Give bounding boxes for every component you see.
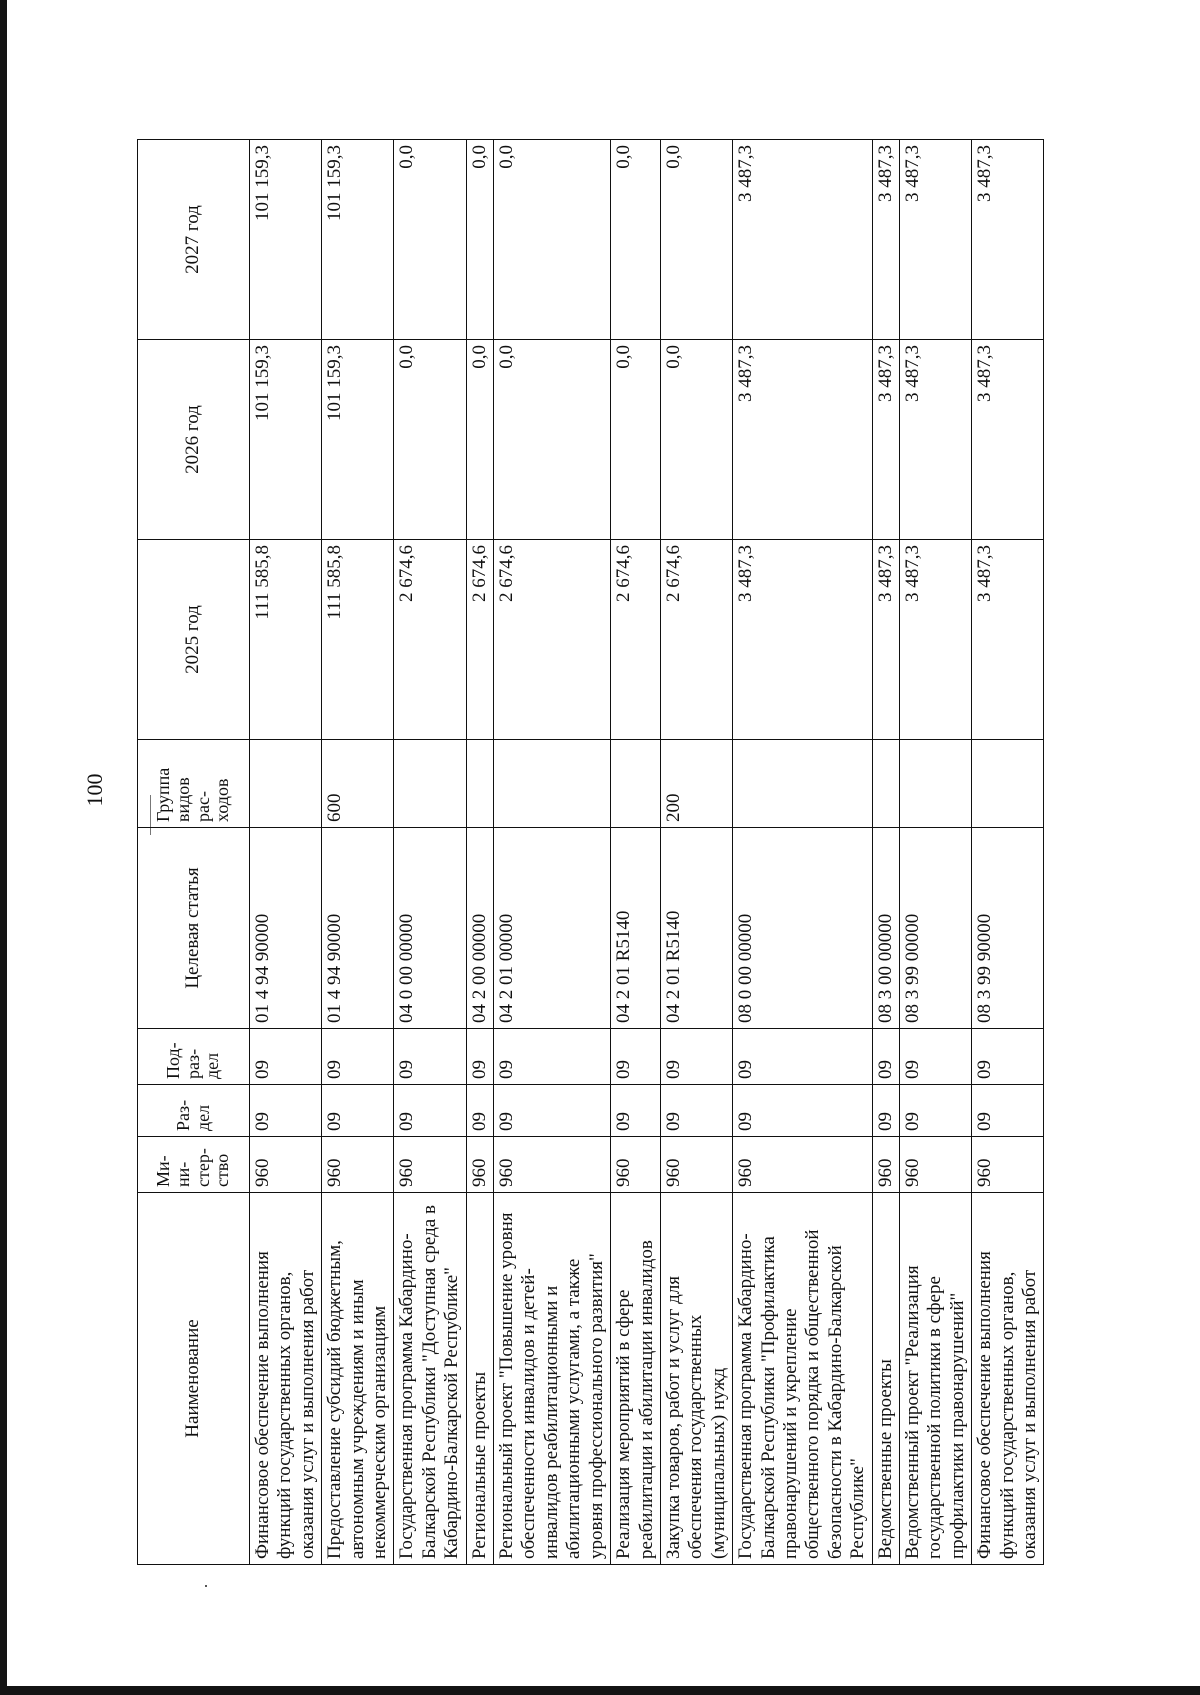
cell-ministry: 960 <box>250 1137 322 1193</box>
cell-2025: 3 487,3 <box>733 540 872 740</box>
cell-name: Государственная программа Кабардино-Балкарской Республики "Профилактика правонарушений и укрепление общественного порядка и общественной безопасности в Кабардино-Балкарской Республике" <box>733 1193 872 1565</box>
cell-section: 09 <box>660 1085 732 1137</box>
cell-section: 09 <box>250 1085 322 1137</box>
table-row <box>972 140 1044 1565</box>
cell-ministry: 960 <box>466 1137 493 1193</box>
cell-group <box>972 740 1044 828</box>
cell-subsection: 09 <box>872 1029 899 1085</box>
cell-article: 01 4 94 90000 <box>250 828 322 1029</box>
cell-article: 08 3 00 00000 <box>872 828 899 1029</box>
cell-2027: 0,0 <box>466 140 493 340</box>
cell-2026: 0,0 <box>611 340 661 540</box>
cell-section: 09 <box>611 1085 661 1137</box>
cell-2026: 0,0 <box>660 340 732 540</box>
cell-section: 09 <box>972 1085 1044 1137</box>
cell-article: 04 2 01 00000 <box>494 828 611 1029</box>
cell-article: 08 3 99 90000 <box>972 828 1044 1029</box>
cell-article: 04 2 01 R5140 <box>611 828 661 1029</box>
cell-ministry: 960 <box>611 1137 661 1193</box>
cell-ministry: 960 <box>899 1137 971 1193</box>
cell-subsection: 09 <box>611 1029 661 1085</box>
cell-group: 200 <box>660 740 732 828</box>
cell-2027: 3 487,3 <box>972 140 1044 340</box>
page-number: 100 <box>82 773 107 807</box>
cell-2026: 0,0 <box>466 340 493 540</box>
cell-article: 08 0 00 00000 <box>733 828 872 1029</box>
cell-subsection: 09 <box>899 1029 971 1085</box>
cell-ministry: 960 <box>394 1137 466 1193</box>
table-row <box>322 140 394 1565</box>
cell-group <box>899 740 971 828</box>
cell-group <box>394 740 466 828</box>
table-row <box>466 140 493 1565</box>
cell-2025: 2 674,6 <box>611 540 661 740</box>
table-row <box>494 140 611 1565</box>
cell-2026: 3 487,3 <box>872 340 899 540</box>
cell-2026: 101 159,3 <box>250 340 322 540</box>
cell-2027: 0,0 <box>660 140 732 340</box>
table-row <box>899 140 971 1565</box>
header-2027: 2027 год <box>138 140 250 340</box>
cell-section: 09 <box>394 1085 466 1137</box>
table-header-row <box>138 140 250 1565</box>
cell-subsection: 09 <box>494 1029 611 1085</box>
table-row <box>611 140 661 1565</box>
cell-name: Государственная программа Кабардино-Балкарской Республики "Доступная среда в Кабардино-Балкарской Республике" <box>394 1193 466 1565</box>
cell-article: 04 2 00 00000 <box>466 828 493 1029</box>
cell-2025: 111 585,8 <box>250 540 322 740</box>
cell-2025: 111 585,8 <box>322 540 394 740</box>
header-subsection-text: Под- раз- дел <box>162 1042 223 1079</box>
cell-ministry: 960 <box>494 1137 611 1193</box>
cell-2026: 0,0 <box>494 340 611 540</box>
cell-section: 09 <box>322 1085 394 1137</box>
cell-article: 08 3 99 00000 <box>899 828 971 1029</box>
cell-2025: 3 487,3 <box>899 540 971 740</box>
header-subsection <box>138 1029 250 1085</box>
cell-2026: 0,0 <box>394 340 466 540</box>
cell-ministry: 960 <box>972 1137 1044 1193</box>
cell-subsection: 09 <box>322 1029 394 1085</box>
cell-2027: 101 159,3 <box>250 140 322 340</box>
cell-group <box>611 740 661 828</box>
cell-name: Ведомственные проекты <box>872 1193 899 1565</box>
table-row <box>872 140 899 1565</box>
cell-ministry: 960 <box>322 1137 394 1193</box>
table-row <box>250 140 322 1565</box>
header-section-text: Раз- дел <box>172 1099 213 1131</box>
cell-2025: 2 674,6 <box>394 540 466 740</box>
header-2025: 2025 год <box>138 540 250 740</box>
cell-2026: 3 487,3 <box>972 340 1044 540</box>
cell-2025: 2 674,6 <box>494 540 611 740</box>
cell-2027: 3 487,3 <box>899 140 971 340</box>
cell-article: 04 0 00 00000 <box>394 828 466 1029</box>
header-2026: 2026 год <box>138 340 250 540</box>
cell-ministry: 960 <box>733 1137 872 1193</box>
cell-group <box>250 740 322 828</box>
header-target-article: Целевая статья <box>138 828 250 1029</box>
table-row <box>733 140 872 1565</box>
cell-2025: 3 487,3 <box>872 540 899 740</box>
cell-subsection: 09 <box>972 1029 1044 1085</box>
cell-2027: 3 487,3 <box>872 140 899 340</box>
cell-subsection: 09 <box>733 1029 872 1085</box>
header-section <box>138 1085 250 1137</box>
cell-2025: 2 674,6 <box>466 540 493 740</box>
cell-subsection: 09 <box>660 1029 732 1085</box>
header-name: Наименование <box>138 1193 250 1565</box>
cell-section: 09 <box>872 1085 899 1137</box>
cell-name: Закупка товаров, работ и услуг для обеспечения государственных (муниципальных) нужд <box>660 1193 732 1565</box>
cell-article: 01 4 94 90000 <box>322 828 394 1029</box>
header-ministry <box>138 1137 250 1193</box>
cell-2027: 0,0 <box>611 140 661 340</box>
cell-subsection: 09 <box>394 1029 466 1085</box>
cell-2027: 0,0 <box>494 140 611 340</box>
header-ministry-text: Ми- ни- стер- ство <box>152 1148 233 1187</box>
table-row <box>394 140 466 1565</box>
cell-2027: 101 159,3 <box>322 140 394 340</box>
cell-group <box>733 740 872 828</box>
budget-table <box>137 139 1044 1565</box>
cell-article: 04 2 01 R5140 <box>660 828 732 1029</box>
cell-name: Ведомственный проект "Реализация государственной политики в сфере профилактики правонарушений" <box>899 1193 971 1565</box>
table-row <box>660 140 732 1565</box>
cell-group <box>466 740 493 828</box>
cell-name: Предоставление субсидий бюджетным, автономным учреждениям и иным некоммерческим организациям <box>322 1193 394 1565</box>
cell-subsection: 09 <box>250 1029 322 1085</box>
cell-2027: 0,0 <box>394 140 466 340</box>
cell-2025: 3 487,3 <box>972 540 1044 740</box>
header-expense-group <box>138 740 250 828</box>
cell-2025: 2 674,6 <box>660 540 732 740</box>
cell-name: Финансовое обеспечение выполнения функций государственных органов, оказания услуг и выполнения работ <box>250 1193 322 1565</box>
cell-section: 09 <box>466 1085 493 1137</box>
cell-subsection: 09 <box>466 1029 493 1085</box>
cell-name: Реализация мероприятий в сфере реабилитации и абилитации инвалидов <box>611 1193 661 1565</box>
cell-group <box>494 740 611 828</box>
cell-name: Региональный проект "Повышение уровня обеспеченности инвалидов и детей-инвалидов реабилитационными и абилитационными услугами, а также уровня профессионального развития" <box>494 1193 611 1565</box>
cell-ministry: 960 <box>660 1137 732 1193</box>
cell-ministry: 960 <box>872 1137 899 1193</box>
cell-group <box>872 740 899 828</box>
cell-2026: 3 487,3 <box>733 340 872 540</box>
cell-section: 09 <box>899 1085 971 1137</box>
cell-2026: 3 487,3 <box>899 340 971 540</box>
header-expense-group-text: Группа видов рас- ходов <box>152 767 233 822</box>
cell-name: Финансовое обеспечение выполнения функций государственных органов, оказания услуг и выполнения работ <box>972 1193 1044 1565</box>
cell-2026: 101 159,3 <box>322 340 394 540</box>
cell-section: 09 <box>494 1085 611 1137</box>
cell-section: 09 <box>733 1085 872 1137</box>
cell-name: Региональные проекты <box>466 1193 493 1565</box>
cell-group: 600 <box>322 740 394 828</box>
cell-2027: 3 487,3 <box>733 140 872 340</box>
